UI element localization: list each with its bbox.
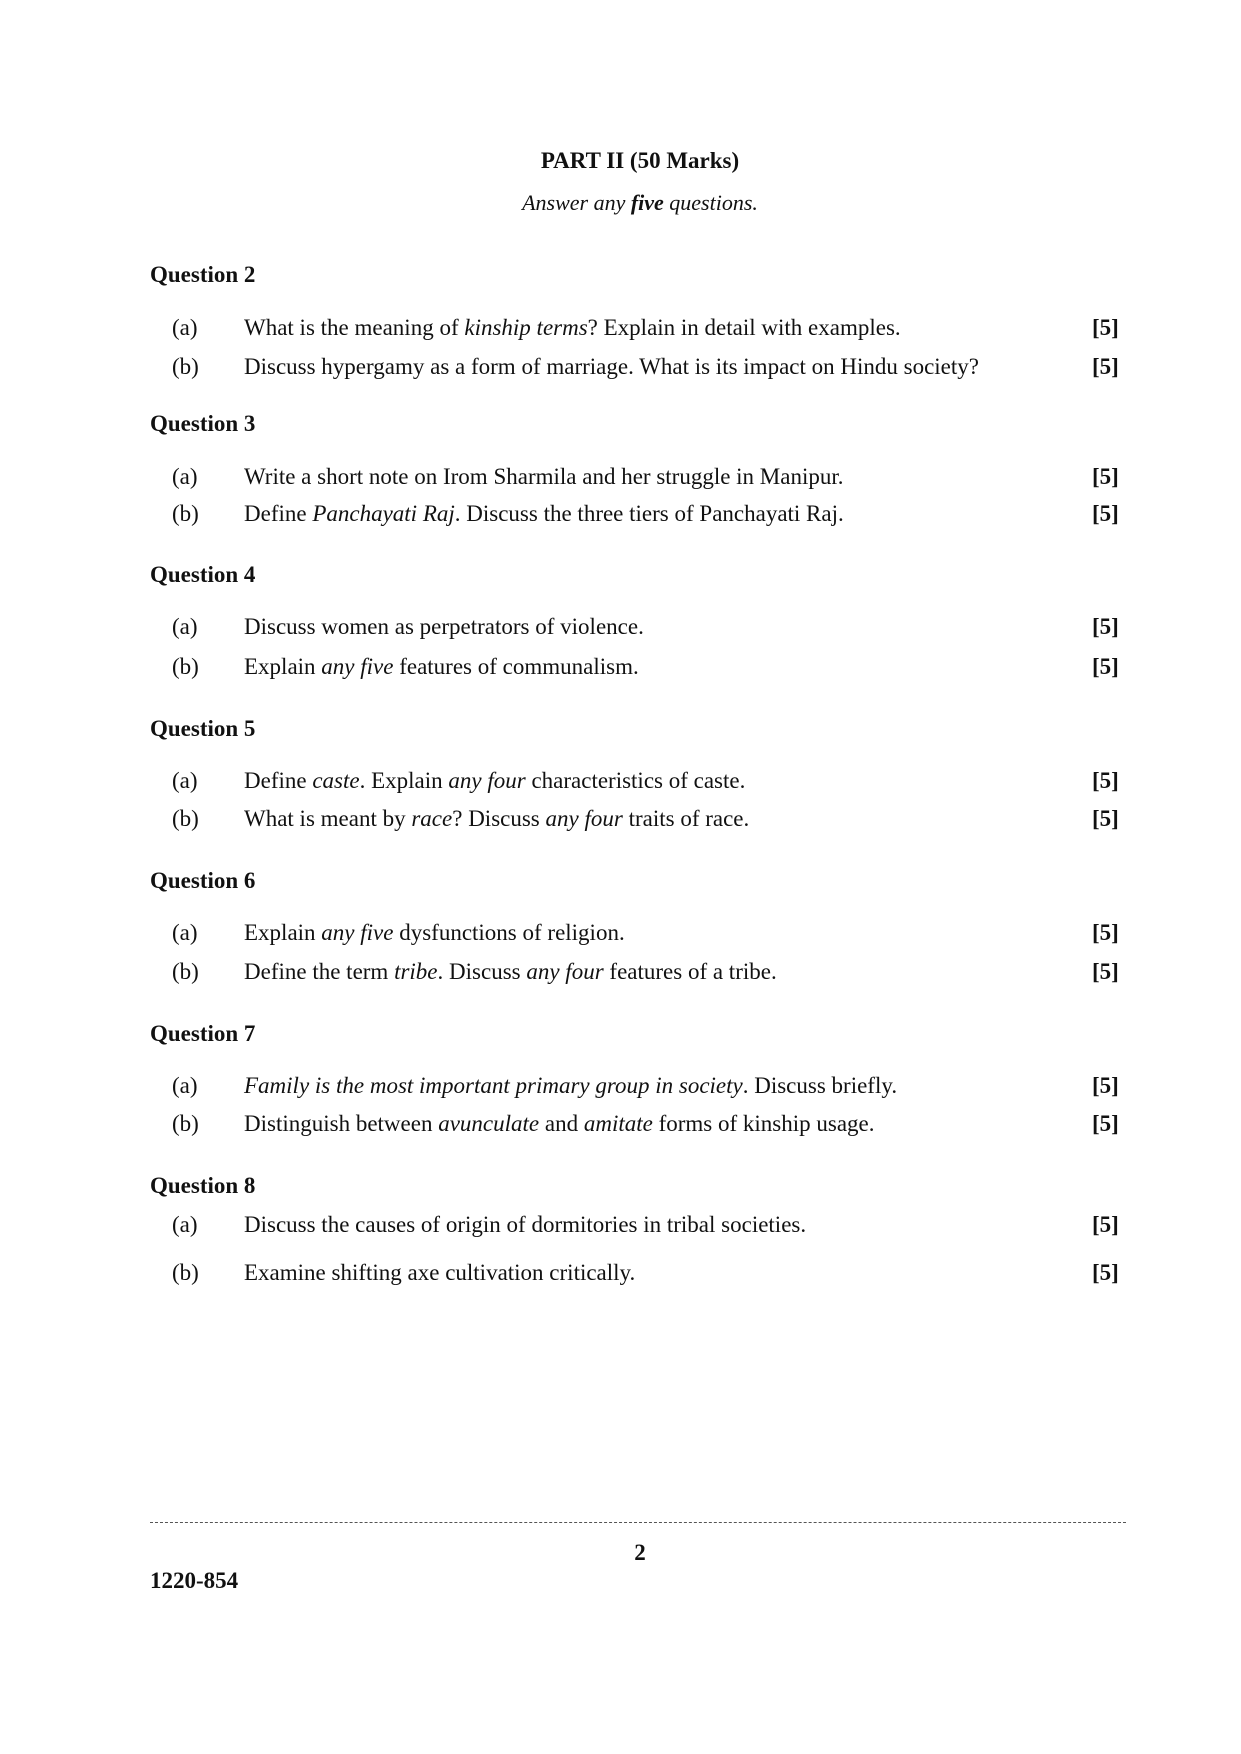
marks-label: [5] [1092,768,1119,793]
part-label: (a) [172,1212,198,1237]
part-label: (a) [172,920,198,945]
part-label: (b) [172,654,199,679]
part-label: (b) [172,959,199,984]
part-text [244,806,749,832]
marks-label: [5] [1092,1212,1119,1237]
question-part [0,806,1241,836]
question-part [0,768,1241,798]
question-part [0,315,1241,345]
marks-label: [5] [1092,501,1119,526]
question-heading: Question 5 [150,716,256,741]
part-text-segment: Discuss the causes of origin of dormitories in tribal societies. [244,1212,807,1237]
part-text-italic: caste [312,768,360,793]
part-text-segment: . Discuss [437,959,527,984]
part-label: (b) [172,501,199,526]
question-heading: Question 8 [150,1173,256,1198]
part-label: (b) [172,354,199,379]
marks-label: [5] [1092,1111,1119,1136]
marks-label: [5] [1092,464,1119,489]
part-text-segment: . Explain [359,768,449,793]
page-number: 2 [634,1540,646,1565]
part-text [244,920,625,946]
part-text [244,315,901,341]
part-text-segment: What is the meaning of [244,315,465,340]
part-text [244,501,844,527]
marks-label: [5] [1092,920,1119,945]
part-text-segment: Discuss women as perpetrators of violence. [244,614,644,639]
question-part [0,464,1241,494]
instruction [0,190,1241,216]
part-text [244,1111,875,1137]
marks-label: [5] [1092,354,1119,379]
part-text-italic: Family is the most important primary group in society [244,1073,743,1098]
part-text-italic: race [411,806,453,831]
part-text-segment: features of communalism. [393,654,639,679]
question-part [0,614,1241,644]
marks-label: [5] [1092,959,1119,984]
question-heading: Question 2 [150,262,256,287]
part-text-segment: Explain [244,654,322,679]
part-text-segment: dysfunctions of religion. [393,920,625,945]
part-text-segment: Define the term [244,959,395,984]
instruction-text: Answer any [522,190,631,215]
part-text-italic: any five [321,920,394,945]
part-text [244,614,644,640]
part-text-italic: amitate [583,1111,653,1136]
part-label: (a) [172,315,198,340]
question-heading: Question 4 [150,562,256,587]
part-text-segment: Explain [244,920,322,945]
part-text-segment: forms of kinship usage. [652,1111,875,1136]
part-text-segment: and [539,1111,584,1136]
part-text-segment: ? Explain in detail with examples. [587,315,901,340]
part-text-segment: ? Discuss [452,806,546,831]
part-text-segment: characteristics of caste. [525,768,746,793]
part-label: (b) [172,806,199,831]
paper-code: 1220-854 [150,1568,239,1593]
part-title: PART II (50 Marks) [540,148,740,173]
part-text-segment: Define [244,768,313,793]
question-part [0,1111,1241,1141]
part-text-italic: Panchayati Raj [312,501,455,526]
part-label: (b) [172,1111,199,1136]
part-text-segment: What is meant by [244,806,412,831]
part-text-segment: Discuss hypergamy as a form of marriage. What is its impact on Hindu society? [244,354,979,379]
marks-label: [5] [1092,315,1119,340]
part-label: (a) [172,768,198,793]
part-text [244,464,844,490]
part-label: (b) [172,1260,199,1285]
marks-label: [5] [1092,1260,1119,1285]
part-text [244,1260,635,1286]
part-label: (a) [172,614,198,639]
question-heading: Question 7 [150,1021,256,1046]
question-part [0,1073,1241,1103]
part-text-segment: Define [244,501,313,526]
part-text-segment: Write a short note on Irom Sharmila and her struggle in Manipur. [244,464,844,489]
question-part [0,920,1241,950]
question-part [0,959,1241,989]
question-part [0,654,1241,684]
part-text-segment: Examine shifting axe cultivation critically. [244,1260,636,1285]
instruction-text-end: questions. [663,190,758,215]
part-text-italic: any four [448,768,526,793]
part-text [244,654,639,680]
part-text-italic: any five [321,654,394,679]
marks-label: [5] [1092,1073,1119,1098]
part-text-segment: traits of race. [622,806,750,831]
part-text-italic: any four [526,959,604,984]
part-text-italic: tribe [394,959,438,984]
instruction-emphasis: five [630,190,664,215]
part-text-segment: . Discuss briefly. [742,1073,898,1098]
part-text-segment: Distinguish between [244,1111,439,1136]
question-part [0,354,1241,384]
part-text [244,768,745,794]
part-text [244,1073,897,1099]
part-text-italic: any four [545,806,623,831]
part-text-italic: avunculate [438,1111,540,1136]
part-text-segment: . Discuss the three tiers of Panchayati Raj. [454,501,844,526]
question-heading: Question 3 [150,411,256,436]
part-text-italic: kinship terms [464,315,588,340]
marks-label: [5] [1092,654,1119,679]
part-label: (a) [172,464,198,489]
marks-label: [5] [1092,614,1119,639]
part-text [244,959,777,985]
part-label: (a) [172,1073,198,1098]
part-text [244,1212,806,1238]
question-part [0,501,1241,531]
question-part [0,1212,1241,1242]
question-heading: Question 6 [150,868,256,893]
marks-label: [5] [1092,806,1119,831]
question-part [0,1260,1241,1290]
part-text-segment: features of a tribe. [603,959,777,984]
footer-divider [150,1522,1126,1523]
part-text [244,354,979,380]
